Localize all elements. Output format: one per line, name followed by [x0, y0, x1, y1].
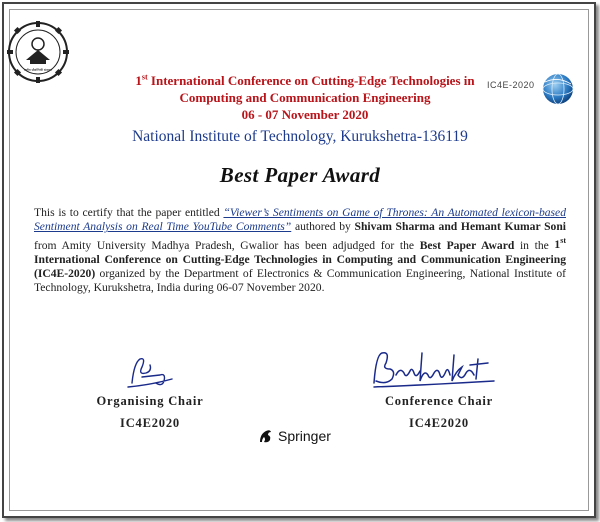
conference-title	[70, 72, 540, 123]
springer-wordmark: Springer	[278, 428, 331, 444]
conference-chair-signature	[366, 345, 506, 391]
paper-title: “Viewer’s Sentiments on Game of Thrones: An Automated lexicon-based Sentiment Analysis on Real Time YouTube Comments”	[34, 206, 566, 234]
organising-chair-title: Organising Chair	[96, 394, 204, 408]
conference-chair-event: IC4E2020	[409, 416, 469, 430]
ic4e-badge	[487, 72, 587, 112]
institute-name: National Institute of Technology, Kurukshetra-136119	[132, 128, 468, 145]
certificate-body	[34, 206, 566, 296]
ic4e-badge-text: IC4E-2020	[487, 80, 535, 90]
conference-ordinal-suffix: st	[141, 72, 148, 82]
conference-ordinal: 1	[135, 73, 142, 88]
logo-text: राष्ट्रीय प्रौद्योगिकी संस्थान	[23, 68, 53, 72]
organising-chair-signature	[120, 353, 180, 393]
conference-number: 1	[554, 238, 561, 252]
globe-icon	[541, 72, 575, 106]
conference-number-suffix: st	[560, 236, 566, 246]
body-intro: This is to certify that the paper entitled	[34, 206, 224, 219]
organising-chair-event: IC4E2020	[120, 416, 180, 430]
conference-name: International Conference on Cutting-Edge Technologies in Computing and Communication Engineering (IC4E-2020)	[34, 252, 566, 281]
nit-kurukshetra-logo	[6, 20, 70, 84]
conference-dates: 06 - 07 November 2020	[241, 107, 369, 122]
conference-title-line1: International Conference on Cutting-Edge Technologies in	[147, 73, 475, 88]
conference-title-line2: Computing and Communication Engineering	[179, 90, 431, 105]
conference-chair-title: Conference Chair	[384, 394, 494, 408]
springer-horse-icon	[256, 426, 276, 446]
springer-logo	[256, 426, 356, 448]
body-authored-by: authored by	[291, 220, 355, 234]
body-in-the: in the	[514, 238, 555, 252]
body-rest: organized by the Department of Electronics & Communication Engineering, National Institute of Technology, Kurukshetra, India during 06-07 November 2020.	[34, 267, 566, 295]
authors: Shivam Sharma and Hemant Kumar Soni	[354, 220, 567, 234]
award-mention: Best Paper Award	[419, 238, 515, 252]
body-from: from Amity University Madhya Pradesh, Gwalior has been adjudged for the	[34, 238, 420, 252]
award-title: Best Paper Award	[219, 163, 381, 187]
